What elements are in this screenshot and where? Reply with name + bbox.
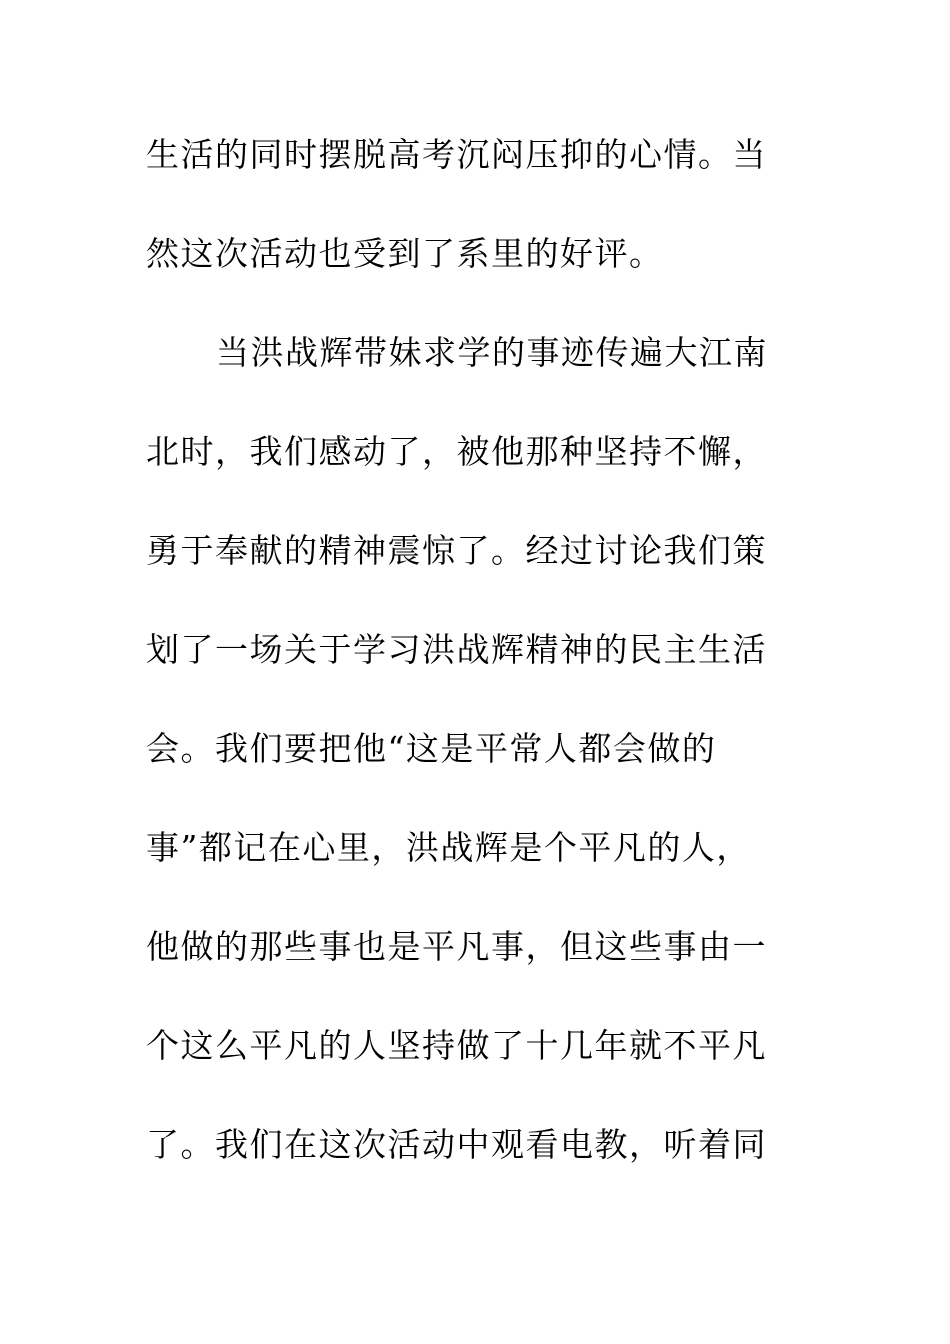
- text-line: 然这次活动也受到了系里的好评。: [146, 234, 664, 273]
- text-line: 了。我们在这次活动中观看电教，听着同: [146, 1125, 767, 1164]
- text-line: 个这么平凡的人坚持做了十几年就不平凡: [146, 1026, 767, 1065]
- body-text: [146, 123, 786, 1212]
- text-line: 他做的那些事也是平凡事，但这些事由一: [146, 927, 767, 966]
- text-line: 划了一场关于学习洪战辉精神的民主生活: [146, 630, 767, 669]
- text-line: 勇于奉献的精神震惊了。经过讨论我们策: [146, 531, 767, 570]
- text-line: 北时，我们感动了，被他那种坚持不懈，: [146, 432, 767, 471]
- text-line: 会。我们要把他“这是平常人都会做的: [146, 729, 717, 768]
- text-line: 生活的同时摆脱高考沉闷压抑的心情。当: [146, 135, 767, 174]
- text-line: 事”都记在心里，洪战辉是个平凡的人，: [146, 828, 751, 867]
- paragraph-first-line: 当洪战辉带妹求学的事迹传遍大江南: [216, 333, 768, 372]
